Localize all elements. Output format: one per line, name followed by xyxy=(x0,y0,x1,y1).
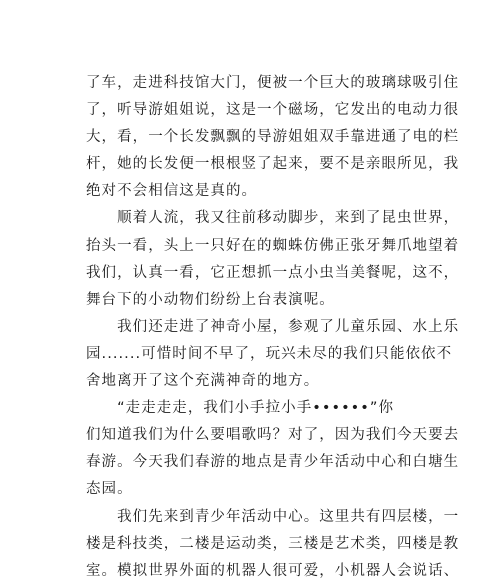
paragraph-magic-house xyxy=(86,314,460,395)
text-line: 了车，走进科技馆大门，便被一个巨大的玻璃球吸引住 xyxy=(86,75,460,91)
text-line: 了，听导游姐姐说，这是一个磁场，它发出的电动力很 xyxy=(86,102,460,119)
paragraph-insect-world xyxy=(86,205,460,313)
text-line: 室。模拟世界外面的机器人很可爱，小机器人会说话、 xyxy=(86,562,460,579)
paragraph-science-museum xyxy=(86,70,460,205)
text-line: 们知道我们为什么要唱歌吗？对了，因为我们今天要去 xyxy=(86,427,460,444)
essay-text xyxy=(86,70,460,585)
text-line: 舞台下的小动物们纷纷上台表演呢。 xyxy=(86,291,335,308)
text-line: 态园。 xyxy=(86,481,133,498)
text-line: 我们还走进了神奇小屋，参观了儿童乐园、水上乐 xyxy=(86,318,460,335)
text-line: 杆，她的长发便一根根竖了起来，要不是亲眼所见，我 xyxy=(86,156,460,173)
text-line: 抬头一看，头上一只好在的蜘蛛仿佛正张牙舞爪地望着 xyxy=(86,237,460,254)
paragraph-spring-outing xyxy=(86,395,460,503)
paragraph-youth-center xyxy=(86,504,460,585)
text-line: 大，看，一个长发飘飘的导游姐姐双手靠进通了电的栏 xyxy=(86,129,460,146)
text-line: 楼是科技类，二楼是运动类，三楼是艺术类，四楼是教 xyxy=(86,535,460,552)
text-line: 我们，认真一看，它正想抓一点小虫当美餐呢，这不， xyxy=(86,264,460,281)
text-line: 我们先来到青少年活动中心。这里共有四层楼，一 xyxy=(86,508,460,525)
text-line: 绝对不会相信这是真的。 xyxy=(86,183,258,200)
text-line: 春游。今天我们春游的地点是青少年活动中心和白塘生 xyxy=(86,454,460,471)
text-line: “走走走走，我们小手拉小手••••••”你 xyxy=(86,400,394,417)
text-line: 园.......可惜时间不早了，玩兴未尽的我们只能依依不 xyxy=(86,345,453,362)
text-line: 顺着人流，我又往前移动脚步，来到了昆虫世界， xyxy=(86,210,460,227)
text-line: 舍地离开了这个充满神奇的地方。 xyxy=(86,373,320,390)
